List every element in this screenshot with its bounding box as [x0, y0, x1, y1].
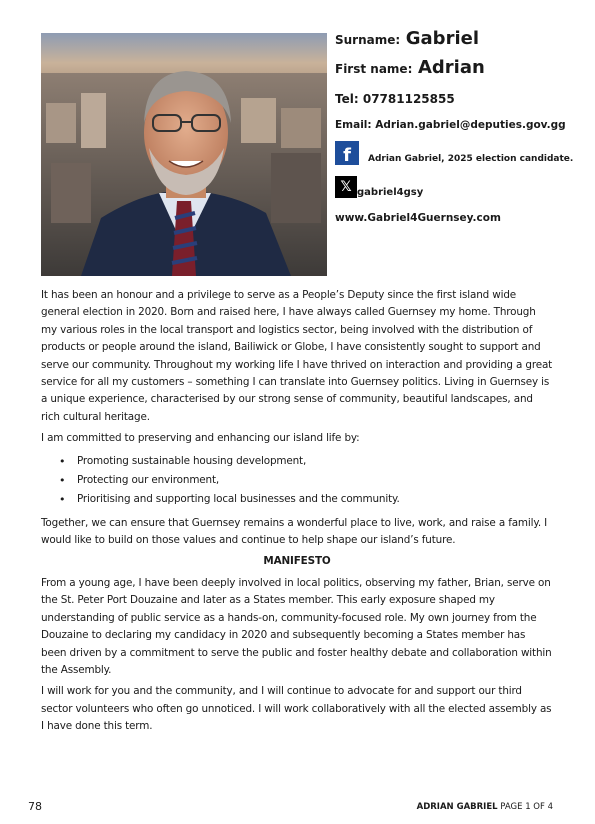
tel-value: 07781125855	[362, 92, 455, 106]
priorities-list	[41, 452, 553, 509]
x-handle: gabriel4gsy	[357, 187, 424, 198]
list-item: • Prioritising and supporting local businesses and the community.	[77, 490, 553, 509]
surname-value: Gabriel	[405, 28, 479, 49]
page-number: 78	[28, 800, 42, 813]
email-line	[335, 119, 566, 131]
manifesto-paragraph-1: From a young age, I have been deeply involved in local politics, observing my father, Brian, serve on the St. Peter Port Douzaine and later as a States member. This early exposure shaped my understanding of public service as a hands-on, community-focused role. My own journey from the Douzaine to declaring my candidacy in 2020 and subsequently becoming a States member has been driven by a commitment to serve the public and foster healthy debate and collaboration within the Assembly.	[41, 576, 552, 676]
first-name-line	[335, 57, 485, 78]
website-link[interactable]: www.Gabriel4Guernsey.com	[335, 212, 501, 224]
together-paragraph: Together, we can ensure that Guernsey remains a wonderful place to live, work, and raise a family. I would like to build on those values and continue to help shape our island’s future.	[41, 516, 548, 547]
list-item: • Promoting sustainable housing development,	[77, 452, 553, 471]
footer-page-of: PAGE 1 OF 4	[500, 802, 553, 812]
email-label: Email:	[335, 119, 372, 131]
surname-line	[335, 28, 479, 49]
x-icon[interactable]: 𝕏	[335, 176, 357, 198]
list-item: • Protecting our environment,	[77, 471, 553, 490]
website-line[interactable]	[335, 212, 501, 224]
tel-label: Tel:	[335, 92, 359, 106]
commitment-paragraph: I am committed to preserving and enhancing our island life by:	[41, 432, 360, 445]
facebook-line[interactable]	[335, 140, 573, 165]
tel-line	[335, 92, 455, 106]
surname-label: Surname:	[335, 33, 401, 47]
footer-label	[417, 802, 553, 812]
x-line[interactable]	[335, 176, 423, 198]
footer-name: ADRIAN GABRIEL	[416, 802, 498, 812]
facebook-icon[interactable]: f	[335, 141, 359, 165]
manifesto-paragraph-2: I will work for you and the community, and I will continue to advocate for and support our third sector volunteers who often go unnoticed. I will work collaboratively with all the elected assembly as I have done this term.	[41, 685, 552, 733]
facebook-text: Adrian Gabriel, 2025 election candidate.	[368, 154, 574, 164]
email-link[interactable]: Adrian.gabriel@deputies.gov.gg	[375, 119, 566, 131]
candidate-photo	[41, 33, 327, 276]
first-name-label: First name:	[335, 62, 413, 76]
manifesto-heading: MANIFESTO	[263, 555, 331, 568]
statement-body	[41, 287, 553, 740]
first-name-value: Adrian	[417, 57, 485, 78]
intro-paragraph: It has been an honour and a privilege to serve as a People’s Deputy since the first island wide general election in 2020. Born and raised here, I have always called Guernsey my home. Through my various roles in the local transport and logistics sector, being involved with the distribution of products or people around the island, Bailiwick or Globe, I have consistently sought to support and serve our community. Throughout my working life I have thrived on interaction and providing a great service for all my customers – something I can translate into Guernsey politics. Living in Guernsey is a unique experience, characterised by our strong sense of community, beautiful landscapes, and rich cultural heritage.	[41, 289, 553, 423]
